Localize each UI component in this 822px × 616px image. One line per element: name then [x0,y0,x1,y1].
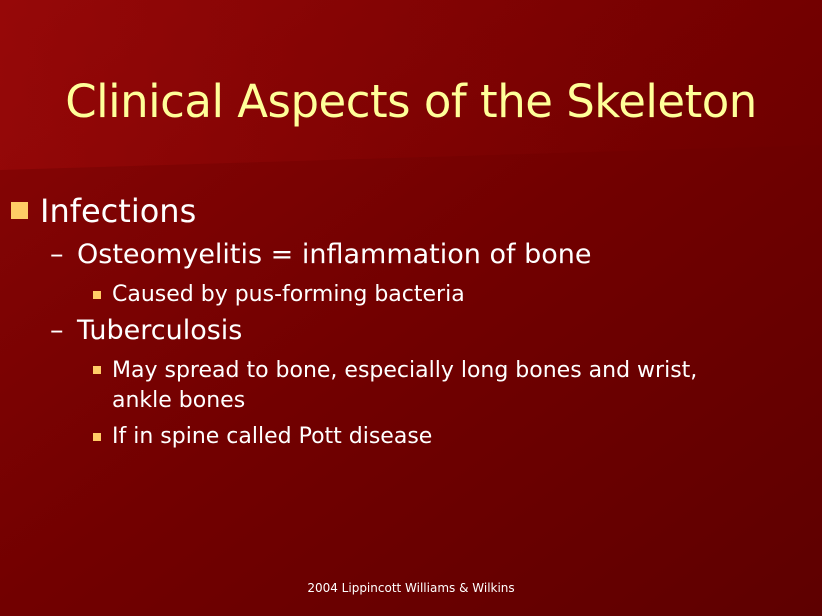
slide-title: Clinical Aspects of the Skeleton [65,75,757,128]
bullet-osteomyelitis: Osteomyelitis = inflammation of bone [77,239,592,270]
bullet-may-spread: May spread to bone, especially long bones and wrist, [112,358,698,383]
bullet-infections: Infections [40,192,197,230]
small-square-bullet-icon [93,291,101,299]
small-square-bullet-icon [93,433,101,441]
bullet-may-spread-continuation: ankle bones [112,388,246,413]
dash-marker: – [50,239,64,270]
bullet-tuberculosis: Tuberculosis [77,315,243,346]
square-bullet-icon [11,202,28,219]
bullet-pus-forming: Caused by pus-forming bacteria [112,282,465,307]
bullet-pott-disease: If in spine called Pott disease [112,424,433,449]
small-square-bullet-icon [93,366,101,374]
dash-marker: – [50,315,64,346]
slide-footer: 2004 Lippincott Williams & Wilkins [307,581,515,595]
